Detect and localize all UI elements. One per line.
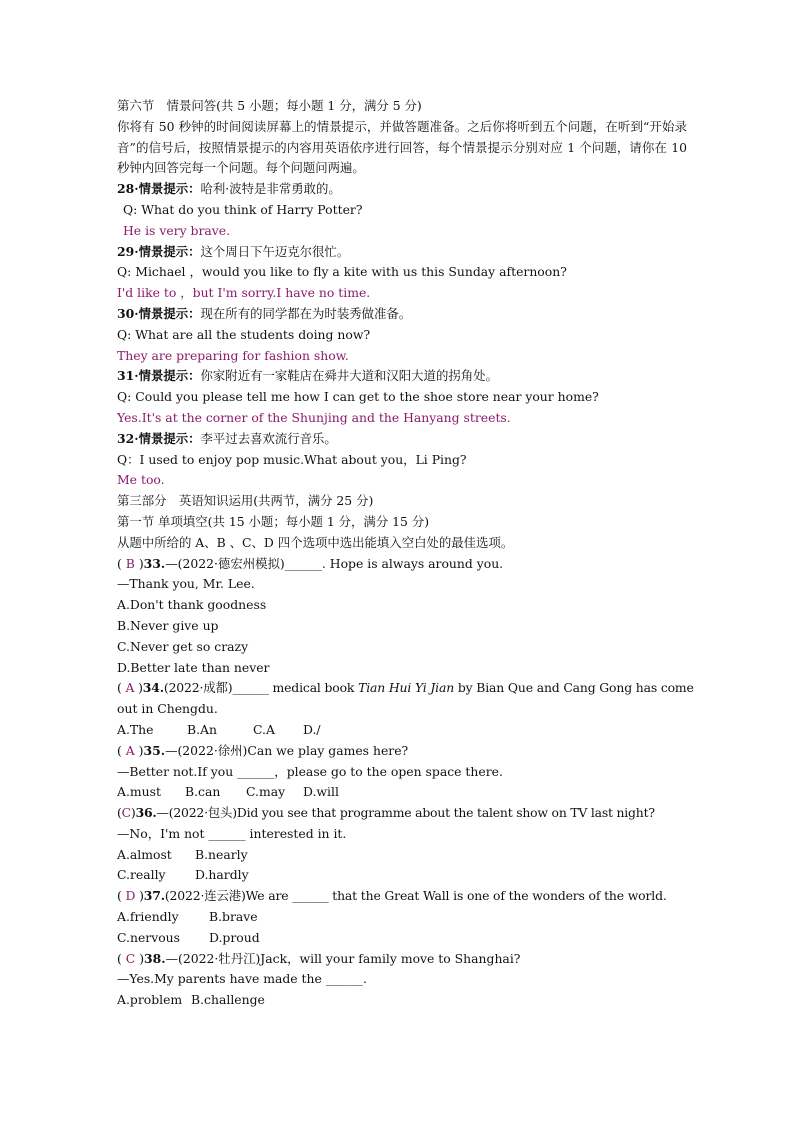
option-c: C.may [246,784,286,800]
question-number: 35. [143,742,166,758]
subsection-instructions: 从题中所给的 A、B 、C、D 四个选项中选出能填入空白处的最佳选项。 [117,534,514,550]
stem-text: —(2022·徐州)Can we play games here? [165,742,409,758]
hint-label: ·情景提示： [134,243,201,259]
hint-label: ·情景提示： [134,305,201,321]
answer-text: He is very brave. [123,222,231,238]
question-text: Q：I used to enjoy pop music.What about you，Li Ping? [117,451,467,467]
option-b: B.An [187,721,217,737]
option-b: B.brave [209,909,258,925]
question-number: 38. [144,950,166,966]
question-stem: ( A )34.(2022·成都)______ medical book Tian Hui Yi Jian by Bian Que and Cang Gong has come [117,680,694,696]
subsection-header: 第一节 单项填空(共 15 小题；每小题 1 分，满分 15 分) [117,513,430,529]
hint-text: 你家附近有一家鞋店在舜井大道和汉阳大道的拐角处。 [200,368,498,384]
option-d: D.will [303,784,339,800]
answer-letter: A [125,742,135,758]
option-b: B.nearly [195,846,248,862]
options-row-2 [117,865,687,886]
options-row [117,720,687,741]
answer-letter: C [125,950,136,966]
answer-letter: C [121,805,131,821]
question-30 [117,304,687,366]
question-34 [117,678,694,740]
option-c: C.A [253,721,275,737]
worksheet-page [117,96,694,1011]
book-title: Tian Hui Yi Jian [358,680,455,696]
stem-text: (2022·成都)______ medical book [163,680,359,696]
answer-text: Me too. [117,472,165,488]
question-number: 32 [117,430,135,446]
answer-text: Yes.It's at the corner of the Shunjing and the Hanyang streets. [117,409,511,425]
stem-text: —(2022·包头)Did you see that programme about the talent show on TV last night? [156,805,655,821]
question-33 [117,554,687,679]
hint-label: ·情景提示： [134,181,201,197]
question-36 [117,803,687,886]
option-d: D.proud [209,929,260,945]
question-number: 29 [117,243,135,259]
options-row-2 [117,928,687,949]
question-text: Q: Could you please tell me how I can get to the shoe store near your home? [117,389,599,405]
hint-text: 现在所有的同学都在为时装秀做准备。 [200,305,412,321]
option-b: B.can [185,784,221,800]
option-c: C.Never get so crazy [117,638,249,654]
answer-letter: D [125,888,136,904]
option-a: A.Don't thank goodness [117,597,267,613]
option-c: C.really [117,867,166,883]
scenario-hint [117,179,687,200]
option-a: A.friendly [117,909,179,925]
options-row [117,782,687,803]
option-a: A.The [117,721,154,737]
stem-text: —(2022·牡丹江)Jack，will your family move to Shanghai? [165,950,521,966]
answer-text: They are preparing for fashion show. [117,347,349,363]
question-text: Q: What do you think of Harry Potter? [123,201,363,217]
options-row [117,990,687,1011]
question-number: 37. [143,888,165,904]
question-number: 34. [142,680,164,696]
question-37 [117,886,687,948]
question-28 [117,179,687,241]
section-header: 第六节 情景问答(共 5 小题；每小题 1 分，满分 5 分) [117,98,422,113]
answer-text: I'd like to ，but I'm sorry.I have no time. [117,285,371,301]
stem-continuation: out in Chengdu. [117,701,218,717]
question-number: 31 [117,368,135,384]
option-a: A.problem [117,992,183,1008]
question-number: 33. [143,555,166,571]
question-number: 36. [135,805,157,821]
hint-text: 这个周日下午迈克尔很忙。 [200,243,350,259]
section-instructions: 你将有 50 秒钟的时间阅读屏幕上的情景提示，并做答题准备。之后你将听到五个问题，在听到“开始录音”的信号后，按照情景提示的内容用英语依序进行回答，每个情景提示分别对应 1 个问题，请你在 10 秒钟内回答完每一个问题。每个问题问两遍。 [117,118,687,176]
reply-text: —No，I'm not ______ interested in it. [117,825,347,841]
stem-text-after: by Bian Que and Cang Gong has come [454,680,694,696]
stem-text: (2022·连云港)We are ______ that the Great Wall is one of the wonders of the world. [164,888,667,904]
answer-letter: B [125,555,135,571]
reply-text: —Thank you, Mr. Lee. [117,576,255,592]
question-stem: (C)36.—(2022·包头)Did you see that programme about the talent show on TV last night? [117,805,655,821]
question-38 [117,949,687,1011]
options-row-1 [117,907,687,928]
question-32 [117,429,687,491]
hint-text: 李平过去喜欢流行音乐。 [200,430,337,446]
option-c: C.nervous [117,929,181,945]
scenario-hint [117,242,687,263]
hint-text: 哈利·波特是非常勇敢的。 [200,181,341,197]
reply-text: —Yes.My parents have made the ______. [117,971,367,987]
options-row-1 [117,845,687,866]
question-31 [117,366,687,428]
question-stem: ( D )37.(2022·连云港)We are ______ that the Great Wall is one of the wonders of the world. [117,888,667,904]
hint-label: ·情景提示： [134,430,201,446]
scenario-hint [117,366,687,387]
option-d: D./ [303,721,321,737]
question-text: Q: Michael ，would you like to fly a kite with us this Sunday afternoon? [117,264,567,280]
scenario-hint [117,304,687,325]
question-stem: ( A )35.—(2022·徐州)Can we play games here? [117,742,409,758]
question-number: 28 [117,181,135,197]
question-35 [117,741,687,803]
option-a: A.almost [117,846,172,862]
option-a: A.must [117,784,161,800]
option-d: D.Better late than never [117,659,270,675]
part-header: 第三部分 英语知识运用(共两节，满分 25 分) [117,493,374,509]
answer-letter: A [125,680,135,696]
question-text: Q: What are all the students doing now? [117,326,371,342]
option-b: B.challenge [191,992,265,1008]
question-stem: ( B )33.—(2022·德宏州模拟)______. Hope is always around you. [117,555,504,571]
question-stem: ( C )38.—(2022·牡丹江)Jack，will your family move to Shanghai? [117,950,521,966]
option-d: D.hardly [195,867,249,883]
question-29 [117,242,687,304]
question-number: 30 [117,305,135,321]
scenario-hint [117,429,687,450]
hint-label: ·情景提示： [134,368,201,384]
option-b: B.Never give up [117,617,219,633]
stem-text: —(2022·德宏州模拟)______. Hope is always around you. [165,555,504,571]
reply-text: —Better not.If you ______，please go to the open space there. [117,763,503,779]
